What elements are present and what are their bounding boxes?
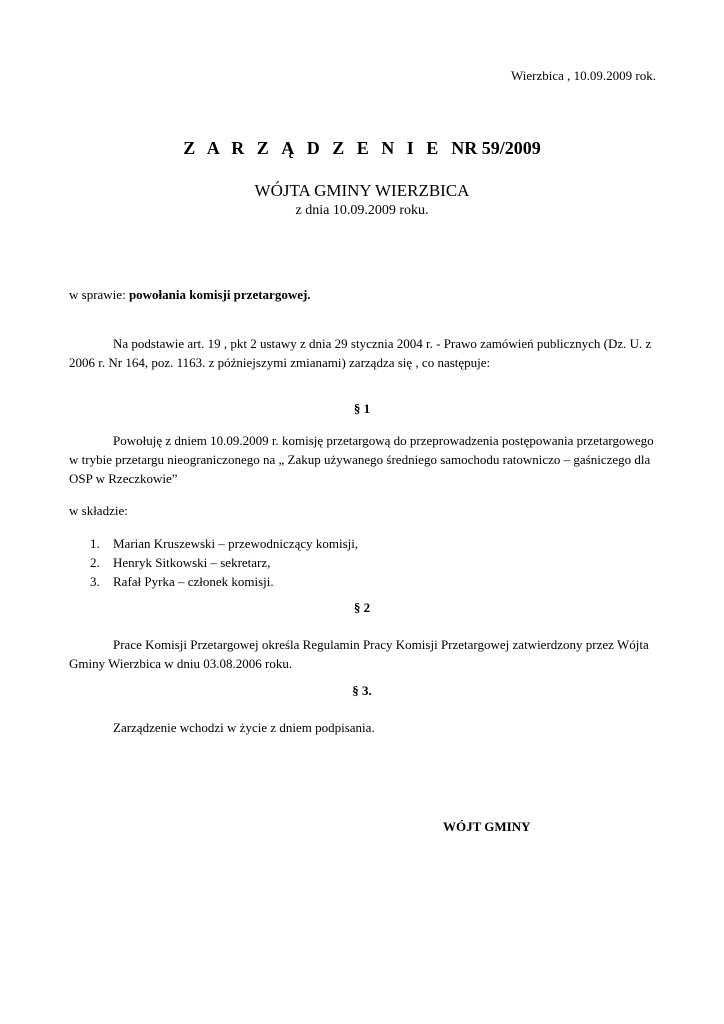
member-text: Rafał Pyrka – członek komisji.: [113, 574, 274, 589]
matter-line: [69, 285, 311, 304]
preamble-text: Na podstawie art. 19 , pkt 2 ustawy z dnia 29 stycznia 2004 r. - Prawo zamówień publicznych (Dz. U. z 2006 r. Nr 164, poz. 1163. z późniejszymi zmianami) zarządza się , co następuje:: [69, 336, 652, 370]
list-item: [90, 534, 358, 553]
list-number: 2.: [90, 555, 100, 570]
list-number: 1.: [90, 536, 100, 551]
member-text: Henryk Sitkowski – sekretarz,: [113, 555, 271, 570]
document-title: [0, 138, 724, 159]
list-item: [90, 553, 358, 572]
member-text: Marian Kruszewski – przewodniczący komisji,: [113, 536, 359, 551]
matter-subject: powołania komisji przetargowej.: [128, 287, 311, 302]
title-number: NR 59/2009: [451, 138, 541, 158]
section-3-heading: § 3.: [352, 683, 372, 698]
section-1-heading: § 1: [353, 401, 371, 416]
signature-block: WÓJT GMINY: [443, 819, 531, 834]
composition-label: w składzie:: [69, 503, 128, 518]
matter-prefix: w sprawie:: [69, 287, 129, 302]
section-2-text: Prace Komisji Przetargowej określa Regulamin Pracy Komisji Przetargowej zatwierdzony przez Wójta Gminy Wierzbica w dniu 03.08.2006 roku.: [69, 637, 649, 671]
section-3-text: Zarządzenie wchodzi w życie z dniem podpisania.: [113, 720, 375, 735]
committee-members-list: [90, 534, 358, 591]
section-1-paragraph: [69, 431, 659, 488]
issued-date: z dnia 10.09.2009 roku.: [295, 203, 429, 218]
section-1-text: Powołuję z dniem 10.09.2009 r. komisję przetargową do przeprowadzenia postępowania przetargowego w trybie przetargu nieograniczonego na „ Zakup używanego średniego samochodu ratowniczo – gaśniczego dla OSP w Rzeczkowie”: [69, 433, 654, 486]
preamble-paragraph: [69, 334, 659, 372]
list-number: 3.: [90, 574, 100, 589]
section-2-paragraph: [69, 635, 659, 673]
issuer: WÓJTA GMINY WIERZBICA: [254, 181, 470, 200]
place-and-date: Wierzbica , 10.09.2009 rok.: [511, 68, 656, 83]
title-word: Z A R Z Ą D Z E N I E: [183, 138, 443, 158]
section-2-heading: § 2: [353, 600, 371, 615]
list-item: [90, 572, 358, 591]
